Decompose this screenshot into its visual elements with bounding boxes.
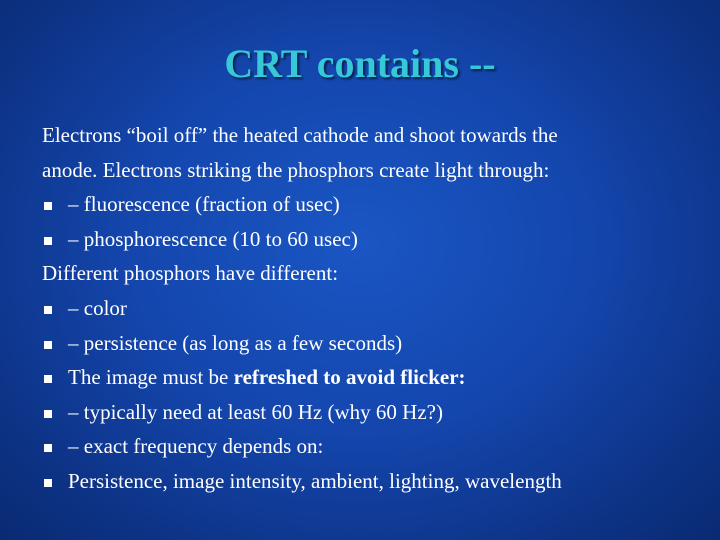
bullet-item — [42, 395, 702, 430]
square-bullet-icon — [44, 410, 52, 418]
bullet-item — [42, 222, 702, 257]
square-bullet-icon — [44, 341, 52, 349]
bullet-text: – exact frequency depends on: — [68, 434, 324, 459]
bullet-bold-text: refreshed to avoid flicker: — [233, 365, 466, 390]
bullet-item — [42, 429, 702, 464]
bullet-text: – color — [68, 295, 127, 320]
bullet-item — [42, 360, 702, 395]
square-bullet-icon — [44, 306, 52, 314]
square-bullet-icon — [44, 202, 52, 210]
bullet-text: Persistence, image intensity, ambient, lighting, wavelength — [68, 468, 562, 493]
line-text: anode. Electrons striking the phosphors create light through: — [42, 157, 550, 182]
square-bullet-icon — [44, 479, 52, 487]
square-bullet-icon — [44, 375, 52, 383]
body-line — [42, 153, 702, 188]
bullet-text: – typically need at least 60 Hz (why 60 Hz?) — [68, 399, 443, 424]
body-line — [42, 256, 702, 291]
slide-body — [42, 118, 702, 499]
square-bullet-icon — [44, 444, 52, 452]
body-line — [42, 118, 702, 153]
bullet-item — [42, 326, 702, 361]
bullet-text: – persistence (as long as a few seconds) — [68, 330, 403, 355]
line-text: Electrons “boil off” the heated cathode and shoot towards the — [42, 123, 558, 147]
bullet-item — [42, 187, 702, 222]
square-bullet-icon — [44, 237, 52, 245]
bullet-text: – phosphorescence (10 to 60 usec) — [68, 226, 358, 251]
line-text: Different phosphors have different: — [42, 261, 339, 286]
slide-title: CRT contains -- — [224, 41, 496, 86]
bullet-item — [42, 464, 702, 499]
bullet-text: – fluorescence (fraction of usec) — [68, 192, 340, 217]
bullet-item — [42, 291, 702, 326]
bullet-text: The image must be — [68, 365, 234, 390]
